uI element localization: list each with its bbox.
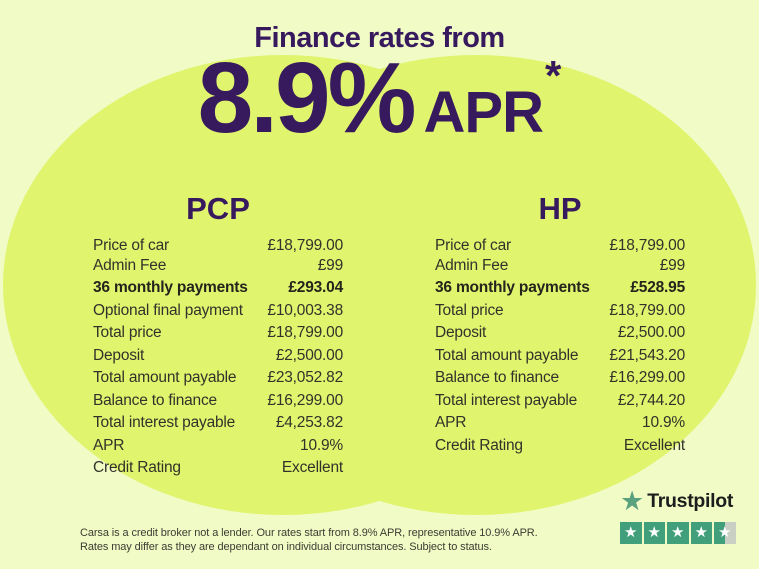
trustpilot-rating-box bbox=[644, 522, 666, 544]
finance-row-value: £18,799.00 bbox=[267, 324, 343, 341]
star-icon: ★ bbox=[694, 524, 708, 542]
plan-column-pcp bbox=[93, 192, 343, 483]
finance-row bbox=[93, 348, 343, 363]
plan-rows bbox=[93, 238, 343, 475]
finance-row-value: £16,299.00 bbox=[267, 391, 343, 409]
finance-row bbox=[435, 238, 685, 253]
plan-rows bbox=[435, 238, 685, 453]
banner-title: Finance rates from bbox=[254, 22, 505, 54]
finance-row-value: £10,003.38 bbox=[267, 301, 343, 319]
finance-row bbox=[435, 438, 685, 453]
finance-row-label: Admin Fee bbox=[93, 256, 167, 274]
finance-row bbox=[93, 325, 343, 340]
finance-row-value: £528.95 bbox=[630, 279, 685, 296]
asterisk-footnote-marker: * bbox=[545, 52, 562, 99]
trustpilot-brand-label: Trustpilot bbox=[647, 490, 734, 512]
finance-row bbox=[435, 280, 685, 295]
trustpilot-rating-box bbox=[667, 522, 689, 544]
finance-row-value: £18,799.00 bbox=[609, 237, 685, 254]
finance-row-value: 10.9% bbox=[642, 414, 685, 431]
disclaimer-line-2: Rates may differ as they are dependant on individual circumstances. Subject to status. bbox=[80, 540, 492, 553]
finance-row-label: APR bbox=[93, 436, 125, 454]
finance-row bbox=[93, 438, 343, 453]
finance-row-value: £99 bbox=[659, 256, 685, 274]
finance-row-label: Price of car bbox=[93, 237, 169, 254]
finance-row-label: Deposit bbox=[93, 346, 145, 364]
plan-name: HP bbox=[538, 191, 582, 226]
star-icon: ★ bbox=[718, 524, 732, 542]
finance-row-label: Balance to finance bbox=[435, 369, 559, 386]
finance-row-value: £293.04 bbox=[288, 279, 343, 296]
trustpilot-badge[interactable] bbox=[620, 488, 736, 544]
finance-row-label: Admin Fee bbox=[435, 256, 509, 274]
finance-row-label: Total price bbox=[93, 324, 162, 341]
disclaimer-line-1: Carsa is a credit broker not a lender. Our rates start from 8.9% APR, representative 10.9% APR. bbox=[80, 527, 538, 539]
star-icon: ★ bbox=[647, 524, 661, 542]
rate-apr-label: APR bbox=[423, 80, 544, 145]
finance-row-value: Excellent bbox=[281, 459, 343, 476]
finance-row bbox=[435, 348, 685, 363]
finance-row-value: £2,744.20 bbox=[617, 391, 685, 409]
finance-row-value: £4,253.82 bbox=[275, 414, 343, 431]
finance-row bbox=[93, 393, 343, 408]
finance-row bbox=[435, 303, 685, 318]
finance-row bbox=[435, 325, 685, 340]
finance-row-label: Total interest payable bbox=[435, 391, 578, 409]
finance-row-value: £18,799.00 bbox=[267, 237, 343, 254]
plan-column-hp bbox=[435, 192, 685, 460]
finance-row-label: Total amount payable bbox=[93, 369, 237, 386]
finance-row-value: £2,500.00 bbox=[617, 324, 685, 341]
finance-row bbox=[93, 460, 343, 475]
finance-row bbox=[435, 415, 685, 430]
finance-row-value: £18,799.00 bbox=[609, 301, 685, 319]
finance-row-label: Balance to finance bbox=[93, 391, 217, 409]
finance-row-label: Credit Rating bbox=[93, 459, 181, 476]
finance-row bbox=[93, 415, 343, 430]
finance-row bbox=[435, 370, 685, 385]
finance-row-label: Price of car bbox=[435, 237, 511, 254]
finance-row-label: Credit Rating bbox=[435, 436, 523, 454]
finance-row bbox=[93, 238, 343, 253]
legal-disclaimer bbox=[80, 527, 538, 554]
finance-row-value: Excellent bbox=[623, 436, 685, 454]
finance-row bbox=[93, 370, 343, 385]
plan-name: PCP bbox=[186, 191, 250, 226]
finance-row bbox=[435, 393, 685, 408]
trustpilot-star-icon: ★ bbox=[620, 486, 645, 516]
finance-row bbox=[435, 258, 685, 273]
finance-row-value: £21,543.20 bbox=[609, 346, 685, 364]
trustpilot-rating-box bbox=[620, 522, 642, 544]
finance-row-label: Total interest payable bbox=[93, 414, 236, 431]
finance-row-value: £16,299.00 bbox=[609, 369, 685, 386]
finance-row bbox=[93, 303, 343, 318]
headline-rate bbox=[0, 42, 759, 154]
star-icon: ★ bbox=[671, 524, 685, 542]
finance-row-label: 36 monthly payments bbox=[435, 279, 590, 296]
finance-row-label: Total price bbox=[435, 301, 504, 319]
finance-row-label: 36 monthly payments bbox=[93, 279, 248, 296]
trustpilot-rating-box bbox=[714, 522, 736, 544]
star-icon: ★ bbox=[624, 524, 638, 542]
finance-row bbox=[93, 258, 343, 273]
trustpilot-logo-row bbox=[620, 488, 736, 515]
trustpilot-rating-box bbox=[691, 522, 713, 544]
rate-value: 8.9% bbox=[197, 42, 414, 154]
finance-row-value: 10.9% bbox=[300, 436, 343, 454]
finance-row-label: Optional final payment bbox=[93, 301, 243, 319]
finance-row-label: Total amount payable bbox=[435, 346, 579, 364]
finance-row bbox=[93, 280, 343, 295]
trustpilot-stars bbox=[620, 522, 736, 544]
finance-row-label: APR bbox=[435, 414, 467, 431]
finance-row-value: £2,500.00 bbox=[275, 346, 343, 364]
finance-row-label: Deposit bbox=[435, 324, 487, 341]
finance-row-value: £99 bbox=[317, 256, 343, 274]
finance-row-value: £23,052.82 bbox=[267, 369, 343, 386]
